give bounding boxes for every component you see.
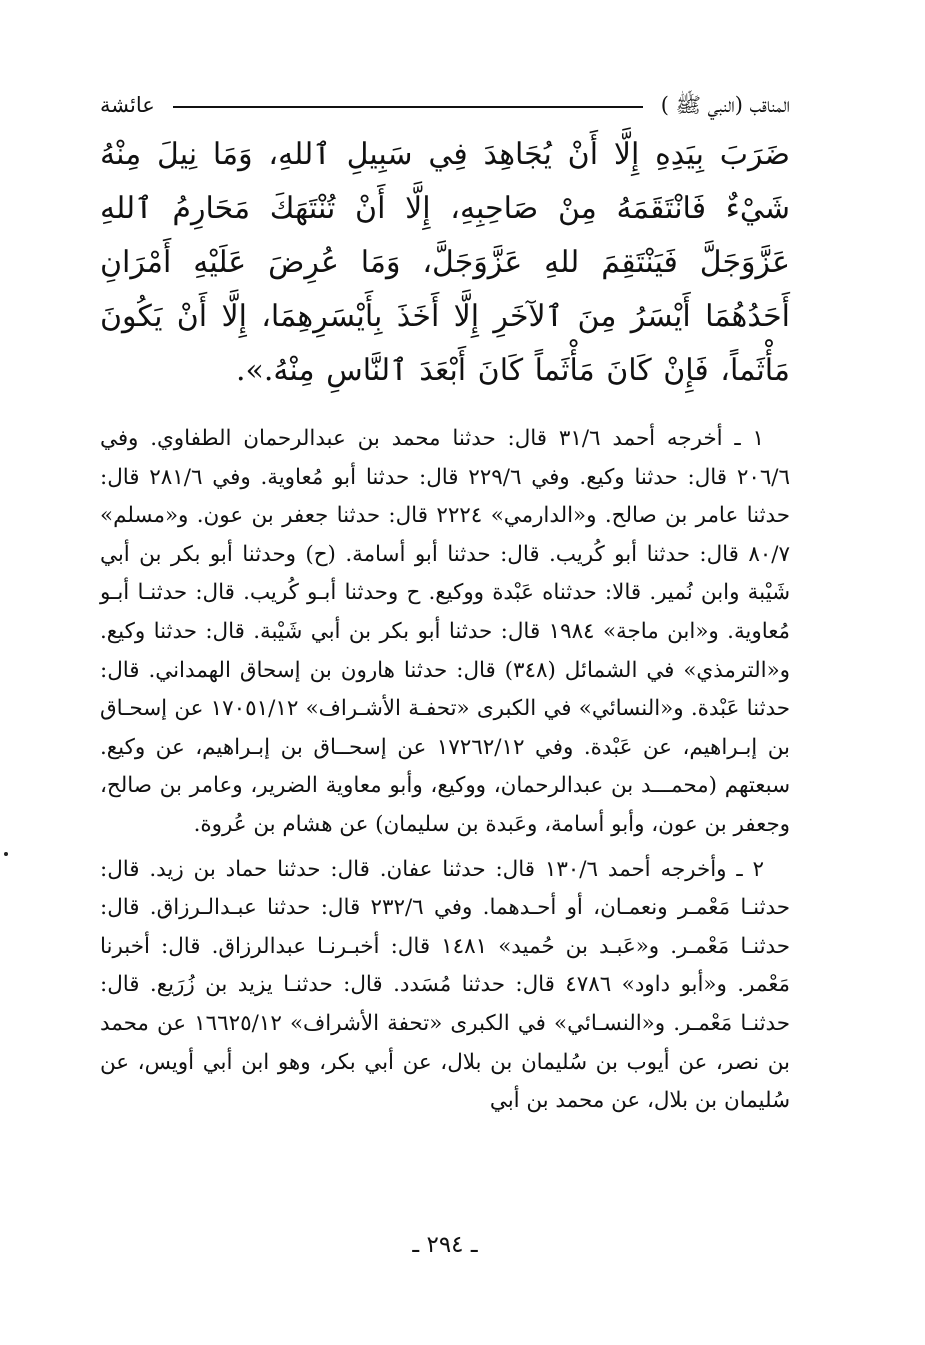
scan-speck: [4, 852, 8, 856]
book-page: [100, 88, 790, 1127]
footnote-1: ١ ـ أخرجه أحمد ٣١/٦ قال: حدثنا محمد بن عبدالرحمان الطفاوي. وفي ٢٠٦/٦ قال: حدثنا وكيع. وفي ٢٢٩/٦ قال: حدثنا أبو مُعاوية. وفي ٢٨١/٦ قال: حدثنا عامر بن صالح. و«الدارمي» ٢٢٢٤ قال: حدثنا جعفر بن عون. و«مسلم» ٨٠/٧ قال: حدثنا أبو كُريب. قال: حدثنا أبو أسامة. (ح) وحدثنا أبو بكر بن أبي شَيْبة وابن نُمير. قالا: حدثناه عَبْدة ووكيع. ح وحدثنا أبـو كُريب. قال: حدثنـا أبـو مُعاوية. و«ابن ماجة» ١٩٨٤ قال: حدثنا أبو بكر بن أبي شَيْبة. قال: حدثنا وكيع. و«الترمذي» في الشمائل (٣٤٨) قال: حدثنا هارون بن إسحاق الهمداني. قال: حدثنا عَبْدة. و«النسائي» في الكبرى «تحفـة الأشـراف» ١٧٠٥١/١٢ عن إسحـاق بن إبـراهيم، عن عَبْدة. وفي ١٧٢٦٢/١٢ عن إسحــاق بن إبـراهيم، عن وكيع. سبعتهم (محمـــد بن عبدالرحمان، ووكيع، وأبو معاوية الضرير، وعامر بن صالح، وجعفر بن عون، وأبو أسامة، وعَبدة بن سليمان) عن هشام بن عُروة.: [100, 426, 791, 837]
footnotes: [100, 420, 790, 1121]
header-book-section: المناقب (النبي ﷺ ): [660, 93, 790, 117]
header-rule: [173, 106, 643, 108]
running-header: [100, 88, 790, 122]
page-number: ـ ٢٩٤ ـ: [412, 1232, 478, 1258]
footnote-2: ٢ ـ وأخرجه أحمد ١٣٠/٦ قال: حدثنا عفان. قال: حدثنا حماد بن زيد. قال: حدثنـا مَعْمـر ونعمـان، أو أحـدهما. وفي ٢٣٢/٦ قال: حدثنا عبـدالـرزاق. قال: حدثنـا مَعْمـر. و«عَبـد بن حُميد» ١٤٨١ قال: أخبـرنـا عبدالرزاق. قال: أخبرنا مَعْمر. و«أبو داود» ٤٧٨٦ قال: حدثنا مُسَدد. قال: حدثنـا يزيد بن زُرَيع. قال: حدثنـا مَعْمـر. و«النسـائي» في الكبرى «تحفة الأشراف» ١٦٦٢٥/١٢ عن محمد بن نصر، عن أيوب بن سُليمان بن بلال، عن أبي بكر، وهو ابن أبي أويس، عن سُليمان بن بلال، عن محمد بن أبي: [100, 856, 790, 1114]
header-chapter: عائشة: [100, 93, 155, 117]
hadith-text: ضَرَبَ بِيَدِهِ إِلَّا أَنْ يُجَاهِدَ فِي سَبِيلِ ٱللهِ، وَمَا نِيلَ مِنْهُ شَيْءٌ فَانْتَقَمَهُ مِنْ صَاحِبِهِ، إِلَّا أَنْ تُنْتَهَكَ مَحَارِمُ ٱللهِ عَزَّوَجَلَّ فَيَنْتَقِمَ للهِ عَزَّوَجَلَّ، وَمَا عُرِضَ عَلَيْهِ أَمْرَانِ أَحَدُهُمَا أَيْسَرُ مِنَ ٱلآخَرِ إِلَّا أَخَذَ بِأَيْسَرِهِمَا، إِلَّا أَنْ يَكُونَ مَأْثَماً، فَإِنْ كَانَ مَأْثَماً كَانَ أَبْعَدَ ٱلنَّاسِ مِنْهُ.».: [100, 137, 790, 388]
